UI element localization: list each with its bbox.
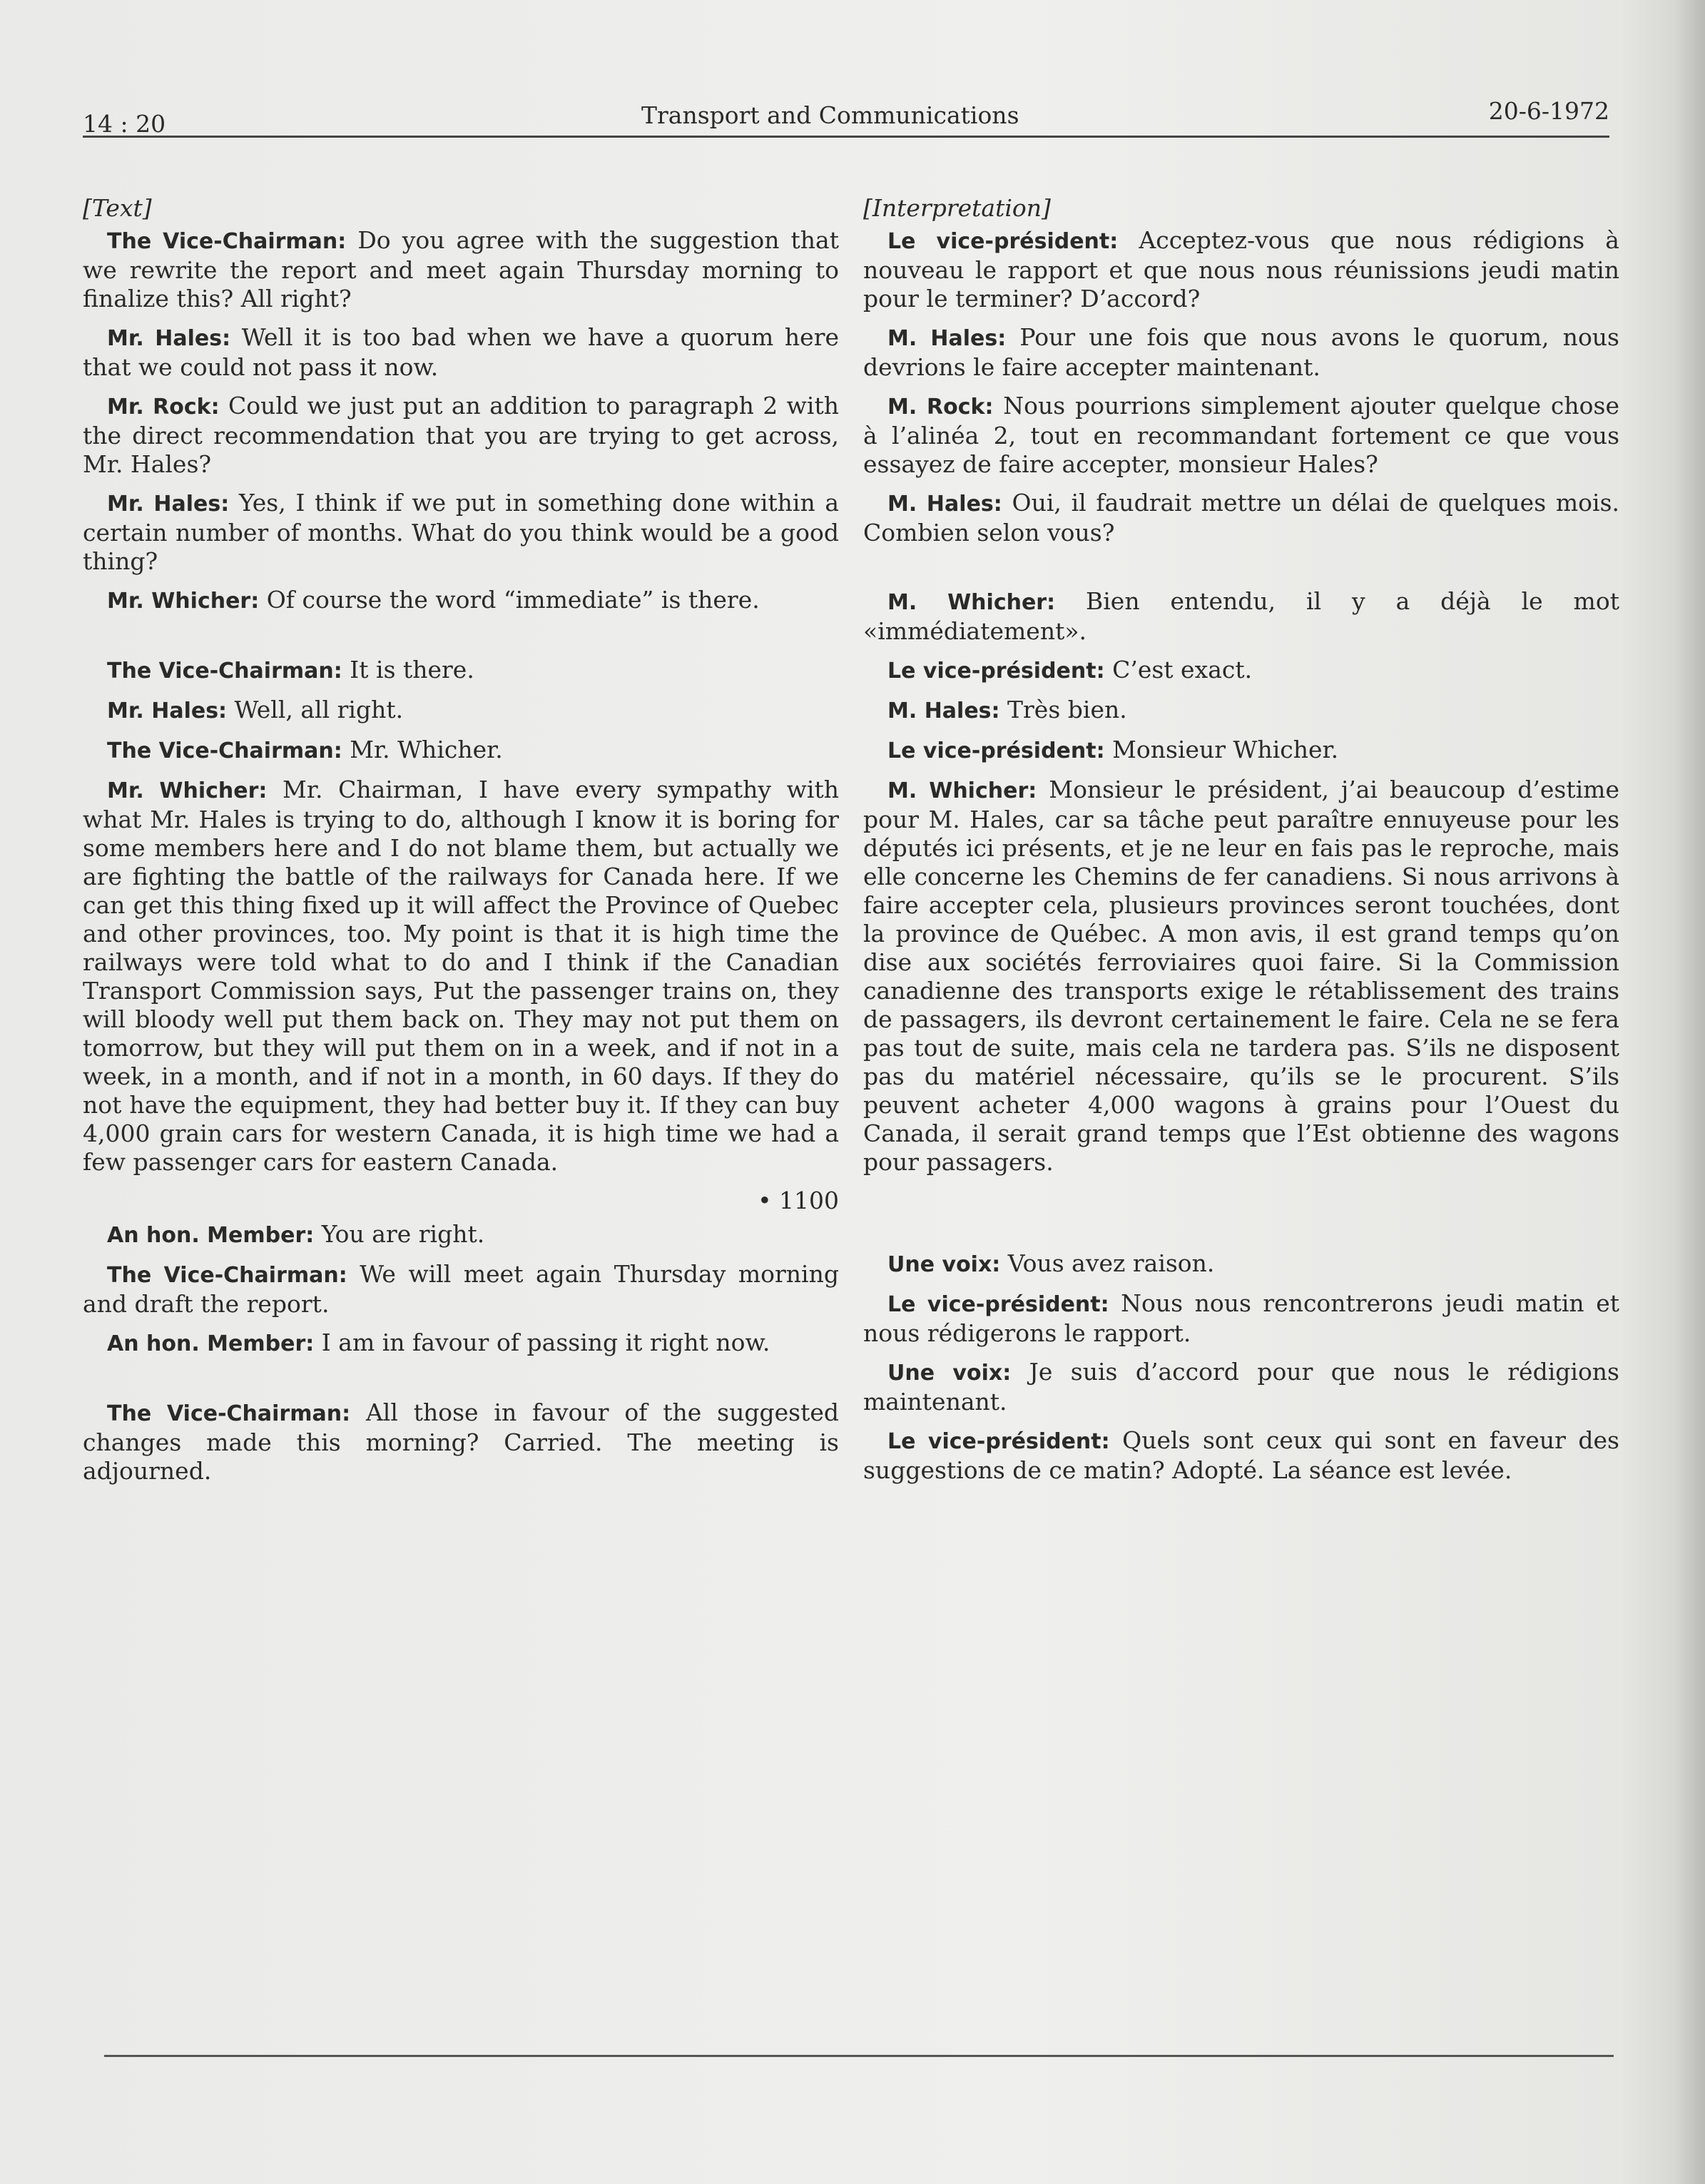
speech-text: Nous nous rencontrerons jeudi matin et nous rédigerons le rapport.	[863, 1289, 1619, 1347]
speech-text: Nous pourrions simplement ajouter quelque chose à l’alinéa 2, tout en recommandant fortement ce que vous essayez de faire accepter, monsieur Hales?	[863, 392, 1619, 478]
speech-text: Acceptez-vous que nous rédigions à nouveau le rapport et que nous nous réunissions jeudi matin pour le terminer? D’accord?	[863, 226, 1619, 313]
speaker: Le vice-président:	[887, 659, 1105, 684]
speech	[83, 1329, 839, 1358]
speaker: An hon. Member:	[107, 1331, 315, 1356]
speech-text: All those in favour of the suggested changes made this morning? Carried. The meeting is adjourned.	[83, 1398, 839, 1485]
speaker: M. Rock:	[887, 395, 994, 420]
speech-text: Oui, il faudrait mettre un délai de quelques mois. Combien selon vous?	[863, 489, 1620, 547]
speech-text: Quels sont ceux qui sont en faveur des suggestions de ce matin? Adopté. La séance est levée.	[863, 1426, 1619, 1484]
speech	[863, 392, 1619, 479]
speech-text: We will meet again Thursday morning and draft the report.	[83, 1260, 839, 1318]
speaker: M. Hales:	[887, 699, 1000, 723]
speaker: Le vice-président:	[887, 229, 1119, 254]
speaker: Le vice-président:	[887, 1292, 1109, 1317]
page-binding-edge	[1674, 0, 1705, 2184]
speech	[83, 586, 839, 616]
speech	[863, 323, 1619, 382]
speech-text: I am in favour of passing it right now.	[314, 1329, 770, 1356]
speech-text: Monsieur Whicher.	[1104, 736, 1339, 763]
time-marker: • 1100	[758, 1187, 839, 1214]
speech-text: Well it is too bad when we have a quorum here that we could not pass it now.	[83, 323, 840, 381]
speaker: Une voix:	[887, 1252, 1001, 1277]
interpretation-label: [Interpretation]	[863, 194, 1051, 222]
speech-text: Mr. Chairman, I have every sympathy with what Mr. Hales is trying to do, although I know it is boring for some members here and I do not blame them, but actually we are fighting the battle of the railways for Canada here. If we can get this thing fixed up it will affect the Province of Quebec and other provinces, too. My point is that it is high time the railways were told what to do and I think if the Canadian Transport Commission says, Put the passenger trains on, they will bloody well put them back on. They may not put them on tomorrow, but they will put them on in a week, and if not in a week, in a month, and if not in a month, in 60 days. If they do not have the equipment, they had better buy it. If they can buy 4,000 grain cars for western Canada, it is high time we had a few passenger cars for eastern Canada.	[83, 776, 839, 1176]
speech-text: Do you agree with the suggestion that we rewrite the report and meet again Thursday morning to finalize this? All right?	[83, 226, 839, 313]
speech-text: Bien entendu, il y a déjà le mot «immédiatement».	[863, 587, 1619, 645]
speech-text: Vous avez raison.	[1000, 1249, 1215, 1277]
speech	[83, 1398, 839, 1485]
speaker: The Vice-Chairman:	[107, 1401, 351, 1426]
page-number: 14 : 20	[83, 110, 166, 138]
speech	[863, 656, 1619, 686]
speech-text: Could we just put an addition to paragraph 2 with the direct recommendation that you are trying to get across, Mr. Hales?	[83, 392, 839, 478]
speech-text: C’est exact.	[1104, 656, 1253, 684]
speaker: Mr. Whicher:	[107, 589, 260, 614]
english-column	[83, 194, 839, 1495]
text-label: [Text]	[83, 194, 152, 222]
speech-text: Of course the word “immediate” is there.	[259, 586, 760, 614]
speech	[863, 587, 1619, 646]
speech	[83, 323, 839, 382]
speech	[863, 226, 1619, 313]
speaker: The Vice-Chairman:	[107, 1263, 347, 1288]
speaker: M. Whicher:	[887, 590, 1056, 615]
speech	[863, 489, 1619, 547]
speaker: An hon. Member:	[107, 1223, 315, 1248]
running-title: Transport and Communications	[641, 101, 1019, 129]
speaker: Mr. Rock:	[107, 395, 220, 420]
header-date: 20-6-1972	[1488, 97, 1609, 125]
speech	[83, 226, 839, 313]
speaker: The Vice-Chairman:	[107, 738, 342, 763]
speaker: Le vice-président:	[887, 738, 1105, 763]
speech	[83, 392, 839, 479]
speech	[863, 1426, 1619, 1485]
speech-text: Mr. Whicher.	[342, 736, 503, 763]
speech	[863, 776, 1619, 1177]
page-header	[83, 97, 1609, 138]
speech	[863, 696, 1619, 726]
speaker: M. Hales:	[887, 492, 1002, 517]
speech	[83, 696, 839, 726]
speaker: Mr. Hales:	[107, 699, 228, 723]
speech-text: Je suis d’accord pour que nous le rédigions maintenant.	[863, 1358, 1619, 1416]
speech	[83, 776, 839, 1177]
speaker: The Vice-Chairman:	[107, 229, 347, 254]
speaker: Une voix:	[887, 1361, 1012, 1386]
speech	[83, 1220, 839, 1250]
speech-text: Très bien.	[999, 696, 1127, 723]
speech-text: Monsieur le président, j’ai beaucoup d’estime pour M. Hales, car sa tâche peut paraître ennuyeuse pour les députés ici présents, et je ne leur en fais pas le reproche, mais elle concerne les Chemins de fer canadiens. Si nous arrivons à faire accepter cela, plusieurs provinces seront touchées, dont la province de Québec. A mon avis, il est grand temps qu’on dise aux sociétés ferroviaires quoi faire. Si la Commission canadienne des transports exige le rétablissement des trains de passagers, ils devront certainement le faire. Cela ne se fera pas tout de suite, mais cela ne tardera pas. S’ils ne disposent pas du matériel nécessaire, qu’ils se le procurent. S’ils peuvent acheter 4,000 wagons à grains pour l’Ouest du Canada, il serait grand temps que l’Est obtienne des wagons pour passagers.	[863, 776, 1619, 1176]
speaker: Le vice-président:	[887, 1429, 1110, 1454]
speech	[83, 1260, 839, 1319]
speaker: M. Whicher:	[887, 778, 1037, 803]
speech-text: It is there.	[342, 656, 474, 684]
speech-text: Pour une fois que nous avons le quorum, nous devrions le faire accepter maintenant.	[863, 323, 1619, 381]
speaker: Mr. Hales:	[107, 492, 230, 517]
speech	[863, 736, 1619, 766]
speech	[83, 736, 839, 766]
speech-text: Yes, I think if we put in something done within a certain number of months. What do you think would be a good thing?	[83, 489, 840, 575]
speech	[863, 1289, 1619, 1348]
speech	[863, 1358, 1619, 1416]
speaker: Mr. Whicher:	[107, 778, 268, 803]
speaker: Mr. Hales:	[107, 326, 231, 351]
french-column	[863, 194, 1619, 1495]
speech-text: You are right.	[314, 1220, 485, 1248]
speech	[863, 1249, 1619, 1279]
footer-rule	[104, 2055, 1614, 2057]
speech	[83, 489, 839, 576]
speech	[83, 656, 839, 686]
speaker: M. Hales:	[887, 326, 1007, 351]
speech-text: Well, all right.	[227, 696, 404, 723]
speaker: The Vice-Chairman:	[107, 659, 342, 684]
